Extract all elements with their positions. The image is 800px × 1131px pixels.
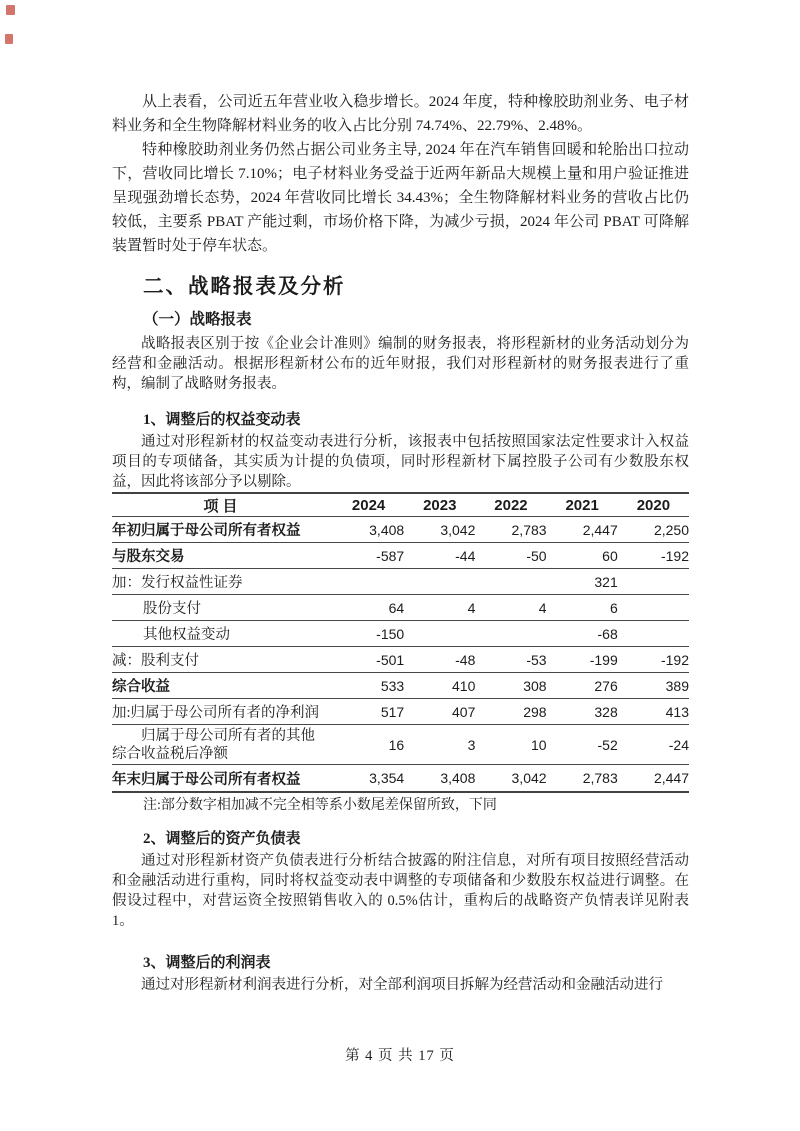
row-value: 517 xyxy=(333,699,404,725)
row-label: 与股东交易 xyxy=(112,543,333,569)
row-value: 2,447 xyxy=(547,517,618,543)
column-header-year: 2020 xyxy=(618,493,689,517)
row-value: 410 xyxy=(404,673,475,699)
paragraph-revenue-growth: 从上表看，公司近五年营业收入稳步增长。2024 年度，特种橡胶助剂业务、电子材料业务和全生物降解材料业务的收入占比分别 74.74%、22.79%、2.48%。 xyxy=(112,94,689,134)
row-label: 归属于母公司所有者的其他综合收益税后净额 xyxy=(112,725,333,765)
row-label: 其他权益变动 xyxy=(112,621,333,647)
table-row xyxy=(112,595,689,621)
column-header-year: 2022 xyxy=(475,493,546,517)
row-label: 股份支付 xyxy=(112,595,333,621)
row-label: 年初归属于母公司所有者权益 xyxy=(112,517,333,543)
row-value xyxy=(618,621,689,647)
row-value: 321 xyxy=(547,569,618,595)
row-value: -192 xyxy=(618,543,689,569)
row-value xyxy=(475,569,546,595)
item-title-equity-change-statement: 1、调整后的权益变动表 xyxy=(143,412,301,428)
row-value: 64 xyxy=(333,595,404,621)
paragraph-balance-sheet-analysis: 通过对形程新材资产负债表进行分析结合披露的附注信息，对所有项目按照经营活动和金融活动进行重构，同时将权益变动表中调整的专项储备和少数股东权益进行调整。在假设过程中，对营运资全按照销售收入的 0.5%估计，重构后的战略资产负情表详见附表 1。 xyxy=(112,853,689,929)
table-row xyxy=(112,725,689,765)
row-label: 加:归属于母公司所有者的净利润 xyxy=(112,699,333,725)
item-title-income-statement: 3、调整后的利润表 xyxy=(143,955,271,971)
row-value: -52 xyxy=(547,725,618,765)
row-value xyxy=(618,569,689,595)
row-value: 2,250 xyxy=(618,517,689,543)
row-label: 综合收益 xyxy=(112,673,333,699)
row-value: 3,042 xyxy=(475,765,546,793)
table-header-row xyxy=(112,493,689,517)
row-value: 389 xyxy=(618,673,689,699)
table-row xyxy=(112,543,689,569)
paragraph-strategic-report-intro: 战略报表区别于按《企业会计准则》编制的财务报表，将形程新材的业务活动划分为经营和金融活动。根据形程新材公布的近年财报，我们对形程新材的财务报表进行了重构，编制了战略财务报表。 xyxy=(112,336,689,392)
row-value: 328 xyxy=(547,699,618,725)
row-value: 60 xyxy=(547,543,618,569)
row-value: 2,783 xyxy=(547,765,618,793)
row-value xyxy=(404,569,475,595)
table-row xyxy=(112,621,689,647)
red-stamp-artifact xyxy=(6,5,15,15)
red-stamp-artifact xyxy=(5,34,13,44)
row-label: 加：发行权益性证券 xyxy=(112,569,333,595)
column-header-year: 2024 xyxy=(333,493,404,517)
section-title-strategic-reports: 二、战略报表及分析 xyxy=(143,276,346,298)
row-value: 3 xyxy=(404,725,475,765)
table-row xyxy=(112,765,689,793)
table-row xyxy=(112,647,689,673)
row-value: -50 xyxy=(475,543,546,569)
row-label: 减：股利支付 xyxy=(112,647,333,673)
page-content xyxy=(112,0,689,995)
equity-change-table xyxy=(112,492,689,793)
paragraph-business-breakdown: 特种橡胶助剂业务仍然占据公司业务主导, 2024 年在汽车销售回暖和轮胎出口拉动下，营收同比增长 7.10%；电子材料业务受益于近两年新品大规模上量和用户验证推进呈现强劲增长态势，2024 年营收同比增长 34.43%；全生物降解材料业务的营收占比仍较低，主要系 PBAT 产能过剩，市场价格下降，为减少亏损，2024 年公司 PBAT 可降解装置暂时处于停车状态。 xyxy=(112,142,689,254)
row-value: 4 xyxy=(475,595,546,621)
table-row xyxy=(112,517,689,543)
row-value: 298 xyxy=(475,699,546,725)
row-value: 533 xyxy=(333,673,404,699)
row-value: -24 xyxy=(618,725,689,765)
column-header-item: 项目 xyxy=(112,493,333,517)
subsection-title-strategic-report: （一）战略报表 xyxy=(143,311,252,328)
row-value: 3,354 xyxy=(333,765,404,793)
paragraph-equity-change-analysis: 通过对形程新材的权益变动表进行分析，该报表中包括按照国家法定性要求计入权益项目的专项储备，其实质为计提的负债项，同时形程新材下属控股子公司有少数股东权益，因此将该部分予以剔除。 xyxy=(112,434,689,490)
row-value: 407 xyxy=(404,699,475,725)
row-value: 6 xyxy=(547,595,618,621)
item-title-balance-sheet: 2、调整后的资产负债表 xyxy=(143,831,301,847)
page-number: 第 4 页 共 17 页 xyxy=(345,1048,455,1064)
row-value: 2,447 xyxy=(618,765,689,793)
row-value: -199 xyxy=(547,647,618,673)
row-value xyxy=(618,595,689,621)
row-value: -68 xyxy=(547,621,618,647)
row-label: 年末归属于母公司所有者权益 xyxy=(112,765,333,793)
row-value: 3,408 xyxy=(333,517,404,543)
table-note: 注:部分数字相加减不完全相等系小数尾差保留所致，下同 xyxy=(143,798,497,813)
row-value: 413 xyxy=(618,699,689,725)
column-header-year: 2021 xyxy=(547,493,618,517)
row-value: 276 xyxy=(547,673,618,699)
row-value xyxy=(404,621,475,647)
row-value: 308 xyxy=(475,673,546,699)
row-value: 16 xyxy=(333,725,404,765)
row-value: -48 xyxy=(404,647,475,673)
column-header-year: 2023 xyxy=(404,493,475,517)
row-value: 3,408 xyxy=(404,765,475,793)
row-value: -53 xyxy=(475,647,546,673)
row-value: -150 xyxy=(333,621,404,647)
row-value: 3,042 xyxy=(404,517,475,543)
row-value xyxy=(475,621,546,647)
table-row xyxy=(112,569,689,595)
row-value: 4 xyxy=(404,595,475,621)
row-value xyxy=(333,569,404,595)
paragraph-income-statement-analysis: 通过对形程新材利润表进行分析，对全部利润项目拆解为经营活动和金融活动进行 xyxy=(141,977,663,993)
row-value: -192 xyxy=(618,647,689,673)
table-row xyxy=(112,699,689,725)
row-value: -44 xyxy=(404,543,475,569)
row-value: 10 xyxy=(475,725,546,765)
row-value: 2,783 xyxy=(475,517,546,543)
table-row xyxy=(112,673,689,699)
row-value: -501 xyxy=(333,647,404,673)
row-value: -587 xyxy=(333,543,404,569)
